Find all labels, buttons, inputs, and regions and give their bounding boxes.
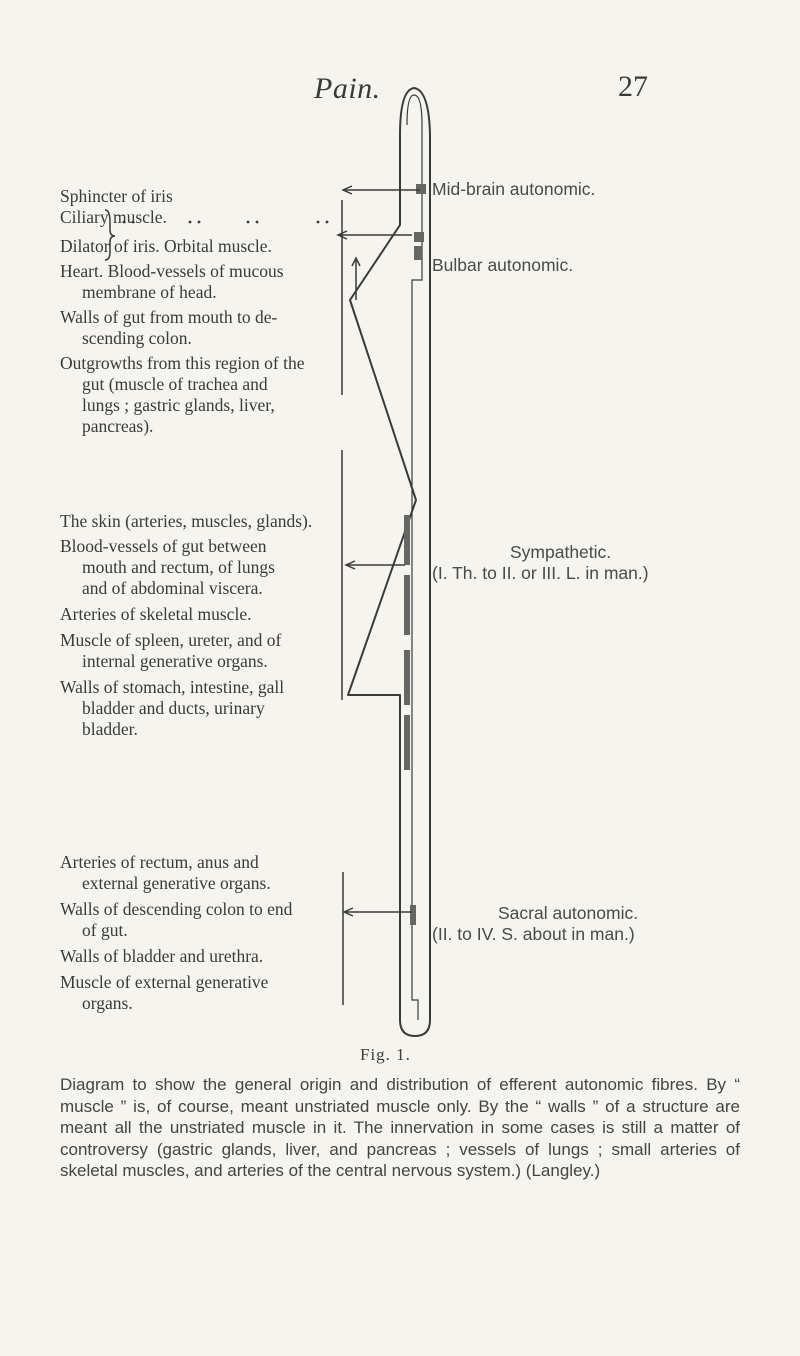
cord-outline — [348, 88, 430, 1036]
label-bladder: bladder. — [82, 719, 138, 739]
label-arteries-of-rectum: Arteries of rectum, anus and — [60, 852, 259, 872]
label-muscle-external-generative: Muscle of external generative — [60, 972, 269, 992]
label-gastric-glands: lungs ; gastric glands, liver, — [82, 395, 275, 415]
midbrain-nucleus — [416, 184, 426, 194]
sacral-nucleus — [410, 905, 416, 925]
thoracic-nucleus-2 — [404, 575, 410, 635]
label-ciliary-muscle: Ciliary muscle. — [60, 207, 167, 227]
thoracic-nucleus-1 — [404, 515, 410, 565]
label-scending-colon: scending colon. — [82, 328, 192, 348]
label-walls-of-gut: Walls of gut from mouth to de- — [60, 307, 278, 327]
label-walls-descending-colon: Walls of descending colon to end — [60, 899, 293, 919]
label-mid-brain-autonomic: Mid-brain autonomic. — [432, 179, 596, 199]
label-pancreas: pancreas). — [82, 416, 154, 436]
label-sympathetic-range: (I. Th. to II. or III. L. in man.) — [432, 563, 649, 583]
label-mouth-and-rectum: mouth and rectum, of lungs — [82, 557, 275, 577]
thoracic-nucleus-3 — [404, 650, 410, 705]
figure-label: Fig. 1. — [360, 1045, 411, 1064]
label-bladder-and-ducts: bladder and ducts, urinary — [82, 698, 265, 718]
label-muscle-of-trachea: gut (muscle of trachea and — [82, 374, 268, 394]
label-sympathetic: Sympathetic. — [510, 542, 612, 562]
label-dilator-of-iris: Dilator of iris. Orbital muscle. — [60, 236, 272, 256]
figure-caption: Diagram to show the general origin and distribution of efferent autonomic fibres. By “ muscle ” is, of course, meant unstriated muscle only. By the “ walls ” of a structure are meant all the unstriated muscle in it. The innervation in some cases is still a matter of controversy (gastric glands, liver, and pancreas ; vessels of lungs ; small arteries of skeletal muscles, and arteries of the central nervous system.) (Langley.) — [60, 1075, 740, 1180]
label-of-gut: of gut. — [82, 920, 128, 940]
bulbar-nucleus-upper — [414, 232, 424, 242]
label-heart: Heart. Blood-vessels of mucous — [60, 261, 284, 281]
label-sphincter-of-iris: Sphincter of iris — [60, 186, 173, 206]
label-outgrowths: Outgrowths from this region of the — [60, 353, 305, 373]
label-walls-of-bladder: Walls of bladder and urethra. — [60, 946, 264, 966]
label-abdominal-viscera: and of abdominal viscera. — [82, 578, 263, 598]
label-arteries-skeletal-muscle: Arteries of skeletal muscle. — [60, 604, 252, 624]
label-bulbar-autonomic: Bulbar autonomic. — [432, 255, 574, 275]
label-membrane-of-head: membrane of head. — [82, 282, 217, 302]
label-walls-of-stomach: Walls of stomach, intestine, gall — [60, 677, 285, 697]
label-blood-vessels-of-gut: Blood-vessels of gut between — [60, 536, 267, 556]
label-organs: organs. — [82, 993, 133, 1013]
thoracic-nucleus-4 — [404, 715, 410, 770]
label-internal-generative-organs: internal generative organs. — [82, 651, 268, 671]
label-the-skin: The skin (arteries, muscles, glands). — [60, 511, 313, 531]
label-sacral-range: (II. to IV. S. about in man.) — [432, 924, 635, 944]
label-external-generative-organs: external generative organs. — [82, 873, 271, 893]
bulbar-nucleus-lower — [414, 246, 422, 260]
page-number: 27 — [618, 70, 648, 103]
running-header-title: Pain. — [314, 72, 381, 105]
label-muscle-of-spleen: Muscle of spleen, ureter, and of — [60, 630, 282, 650]
label-sacral-autonomic: Sacral autonomic. — [498, 903, 639, 923]
